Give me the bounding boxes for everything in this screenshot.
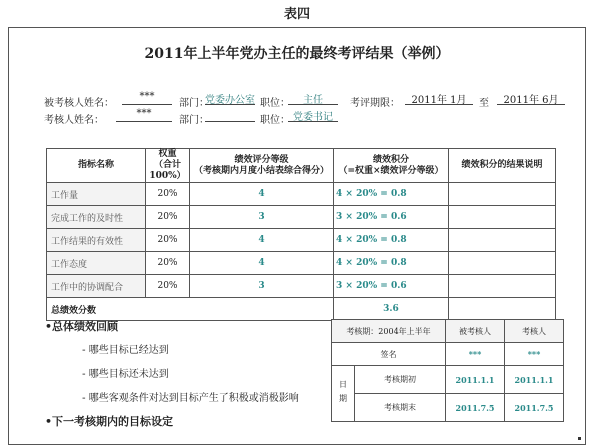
end-assessee: 2011.7.5 — [446, 394, 505, 422]
total-value: 3.6 — [334, 298, 449, 321]
period-separator: 至 — [479, 98, 489, 109]
row-weight: 20% — [146, 183, 190, 206]
signature-table — [331, 319, 564, 422]
total-label: 总绩效分数 — [47, 298, 334, 321]
review-item: - 哪些目标已经达到 — [82, 345, 169, 356]
position-label: 职位： — [260, 98, 290, 109]
period-cell: 考核期：2004年上半年 — [332, 320, 446, 343]
evaluation-form — [8, 27, 586, 445]
position-field: 主任 — [288, 91, 338, 105]
assessee-field: *** — [122, 91, 172, 105]
review-item: - 哪些目标还未达到 — [82, 369, 169, 380]
row-score: 3 — [190, 206, 334, 229]
header-points-line2: （=权重×绩效评分等级） — [338, 165, 444, 176]
table-header-row — [47, 149, 556, 183]
row-points: 4 × 20% = 0.8 — [334, 252, 449, 275]
header-score-line1: 绩效评分等级 — [234, 154, 289, 165]
header-name: 指标名称 — [47, 149, 146, 183]
row-name: 工作态度 — [47, 252, 146, 275]
row-name: 完成工作的及时性 — [47, 206, 146, 229]
header-desc: 绩效积分的结果说明 — [449, 149, 556, 183]
next-goals-heading: •下一考核期内的目标设定 — [45, 415, 174, 428]
start-label: 考核期初 — [355, 366, 446, 394]
start-assessee: 2011.1.1 — [446, 366, 505, 394]
assessor-field: *** — [116, 108, 172, 122]
performance-table — [46, 148, 556, 321]
row-points: 3 × 20% = 0.6 — [334, 275, 449, 298]
header-weight — [146, 149, 190, 183]
review-heading: •总体绩效回顾 — [45, 320, 119, 333]
assessee-label: 被考核人姓名： — [44, 98, 114, 109]
total-desc — [449, 298, 556, 321]
col-assessee: 被考核人 — [446, 320, 505, 343]
assessor-label: 考核人姓名： — [44, 115, 104, 126]
corner-dot — [578, 437, 581, 440]
form-title: 2011年上半年党办主任的最终考评结果（举例） — [144, 46, 450, 62]
row-desc — [449, 183, 556, 206]
sign-label: 签名 — [332, 343, 446, 366]
header-weight-line2: （合计100%） — [149, 160, 186, 181]
row-score: 4 — [190, 183, 334, 206]
dept2-label: 部门： — [179, 115, 209, 126]
period-label: 考评期限： — [350, 98, 400, 109]
row-name: 工作中的协调配合 — [47, 275, 146, 298]
row-weight: 20% — [146, 252, 190, 275]
table-row — [47, 183, 556, 206]
table-row — [47, 252, 556, 275]
row-name: 工作结果的有效性 — [47, 229, 146, 252]
header-score — [190, 149, 334, 183]
row-weight: 20% — [146, 275, 190, 298]
page-title: 表四 — [283, 7, 310, 22]
sign-assessee: *** — [446, 343, 505, 366]
row-points: 3 × 20% = 0.6 — [334, 206, 449, 229]
row-points: 4 × 20% = 0.8 — [334, 183, 449, 206]
row-score: 4 — [190, 252, 334, 275]
end-label: 考核期末 — [355, 394, 446, 422]
dept-field: 党委办公室 — [205, 91, 255, 105]
position2-label: 职位： — [260, 115, 290, 126]
row-score: 4 — [190, 229, 334, 252]
table-row — [47, 229, 556, 252]
header-score-line2: （考核期内月度小结表综合得分） — [193, 165, 329, 176]
row-desc — [449, 275, 556, 298]
dept-label: 部门： — [179, 98, 209, 109]
period-end-field: 2011年 6月 — [497, 91, 565, 105]
header-weight-line1: 权重 — [158, 149, 177, 159]
sign-assessor: *** — [505, 343, 564, 366]
table-row — [47, 206, 556, 229]
date-label: 日期 — [332, 366, 355, 422]
row-points: 4 × 20% = 0.8 — [334, 229, 449, 252]
position2-field: 党委书记 — [288, 108, 338, 122]
header-points-line1: 绩效积分 — [372, 154, 409, 165]
col-assessor: 考核人 — [505, 320, 564, 343]
row-desc — [449, 206, 556, 229]
table-row — [47, 275, 556, 298]
row-weight: 20% — [146, 206, 190, 229]
review-item: - 哪些客观条件对达到目标产生了积极或消极影响 — [82, 393, 299, 404]
start-assessor: 2011.1.1 — [505, 366, 564, 394]
period-start-field: 2011年 1月 — [405, 91, 473, 105]
total-row — [47, 298, 556, 321]
row-weight: 20% — [146, 229, 190, 252]
row-name: 工作量 — [47, 183, 146, 206]
header-points — [334, 149, 449, 183]
dept2-field — [205, 108, 255, 122]
end-assessor: 2011.7.5 — [505, 394, 564, 422]
row-desc — [449, 252, 556, 275]
row-desc — [449, 229, 556, 252]
row-score: 3 — [190, 275, 334, 298]
